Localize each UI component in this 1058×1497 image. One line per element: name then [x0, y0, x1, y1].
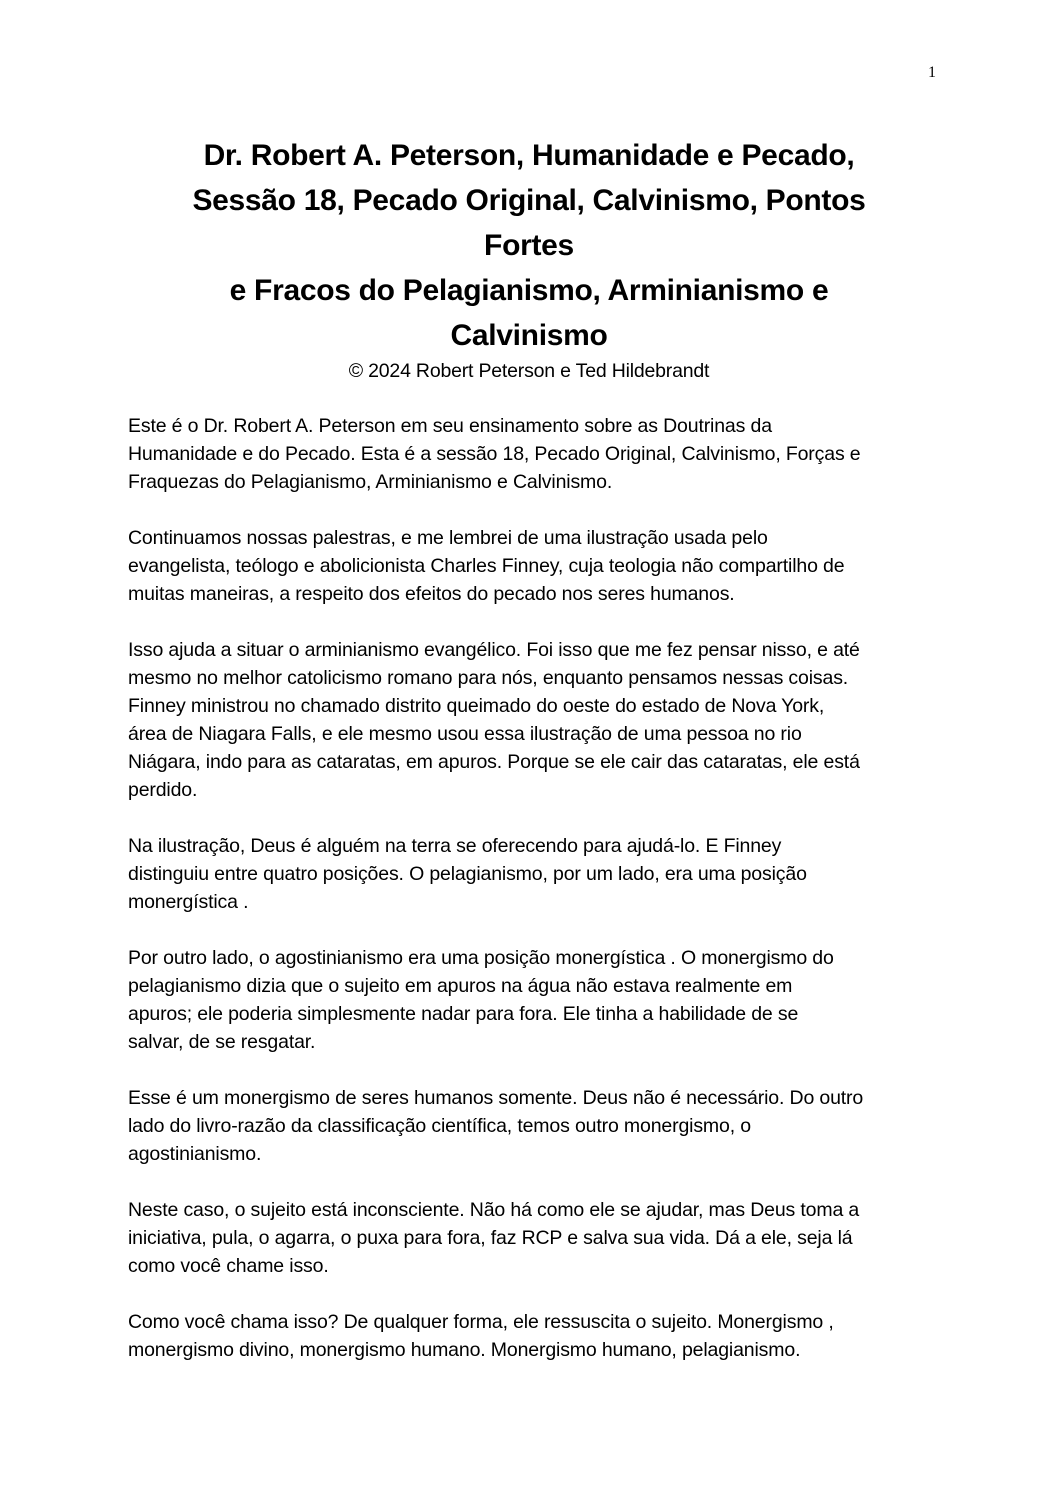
document-title-line: Sessão 18, Pecado Original, Calvinismo, Pontos: [192, 184, 866, 217]
text-line: perdido.: [128, 779, 198, 801]
document-title-line: Dr. Robert A. Peterson, Humanidade e Pecado,: [203, 139, 855, 172]
text-line: Niágara, indo para as cataratas, em apuros. Porque se ele cair das cataratas, ele está: [128, 751, 860, 773]
text-line: Este é o Dr. Robert A. Peterson em seu ensinamento sobre as Doutrinas da: [128, 415, 772, 437]
page-number: 1: [928, 64, 936, 81]
text-line: Como você chama isso? De qualquer forma, ele ressuscita o sujeito. Monergismo ,: [128, 1311, 834, 1333]
paragraph: [128, 412, 938, 496]
text-line: distinguiu entre quatro posições. O pelagianismo, por um lado, era uma posição: [128, 863, 807, 885]
paragraph: [128, 1196, 938, 1280]
text-line: monergística .: [128, 891, 249, 913]
text-line: salvar, de se resgatar.: [128, 1031, 316, 1053]
paragraph: [128, 944, 938, 1056]
text-line: Continuamos nossas palestras, e me lembrei de uma ilustração usada pelo: [128, 527, 768, 549]
paragraph: [128, 1308, 938, 1364]
document-header: [120, 133, 938, 384]
text-line: Isso ajuda a situar o arminianismo evangélico. Foi isso que me fez pensar nisso, e até: [128, 639, 860, 661]
paragraph: [128, 1084, 938, 1168]
text-line: Esse é um monergismo de seres humanos somente. Deus não é necessário. Do outro: [128, 1087, 864, 1109]
document-title-line: Fortes: [484, 229, 574, 262]
text-line: mesmo no melhor catolicismo romano para nós, enquanto pensamos nessas coisas.: [128, 667, 849, 689]
text-line: Por outro lado, o agostinianismo era uma posição monergística . O monergismo do: [128, 947, 834, 969]
text-line: Fraquezas do Pelagianismo, Arminianismo e Calvinismo.: [128, 471, 613, 493]
text-line: Neste caso, o sujeito está inconsciente. Não há como ele se ajudar, mas Deus toma a: [128, 1199, 860, 1221]
text-line: apuros; ele poderia simplesmente nadar para fora. Ele tinha a habilidade de se: [128, 1003, 799, 1025]
document-title-line: Calvinismo: [450, 319, 608, 352]
text-line: agostinianismo.: [128, 1143, 262, 1165]
text-line: lado do livro-razão da classificação científica, temos outro monergismo, o: [128, 1115, 751, 1137]
paragraph: [128, 636, 938, 804]
text-line: Na ilustração, Deus é alguém na terra se oferecendo para ajudá-lo. E Finney: [128, 835, 782, 857]
text-line: pelagianismo dizia que o sujeito em apuros na água não estava realmente em: [128, 975, 793, 997]
text-line: como você chame isso.: [128, 1255, 329, 1277]
text-line: área de Niagara Falls, e ele mesmo usou essa ilustração de uma pessoa no rio: [128, 723, 802, 745]
paragraph: [128, 524, 938, 608]
copyright-notice: © 2024 Robert Peterson e Ted Hildebrandt: [348, 360, 710, 382]
document-body: [128, 412, 938, 1392]
document-title-line: e Fracos do Pelagianismo, Arminianismo e: [229, 274, 829, 307]
text-line: Humanidade e do Pecado. Esta é a sessão 18, Pecado Original, Calvinismo, Forças e: [128, 443, 861, 465]
text-line: evangelista, teólogo e abolicionista Charles Finney, cuja teologia não compartilho de: [128, 555, 845, 577]
paragraph: [128, 832, 938, 916]
text-line: iniciativa, pula, o agarra, o puxa para fora, faz RCP e salva sua vida. Dá a ele, seja lá: [128, 1227, 853, 1249]
text-line: Finney ministrou no chamado distrito queimado do oeste do estado de Nova York,: [128, 695, 825, 717]
text-line: monergismo divino, monergismo humano. Monergismo humano, pelagianismo.: [128, 1339, 801, 1361]
text-line: muitas maneiras, a respeito dos efeitos do pecado nos seres humanos.: [128, 583, 735, 605]
